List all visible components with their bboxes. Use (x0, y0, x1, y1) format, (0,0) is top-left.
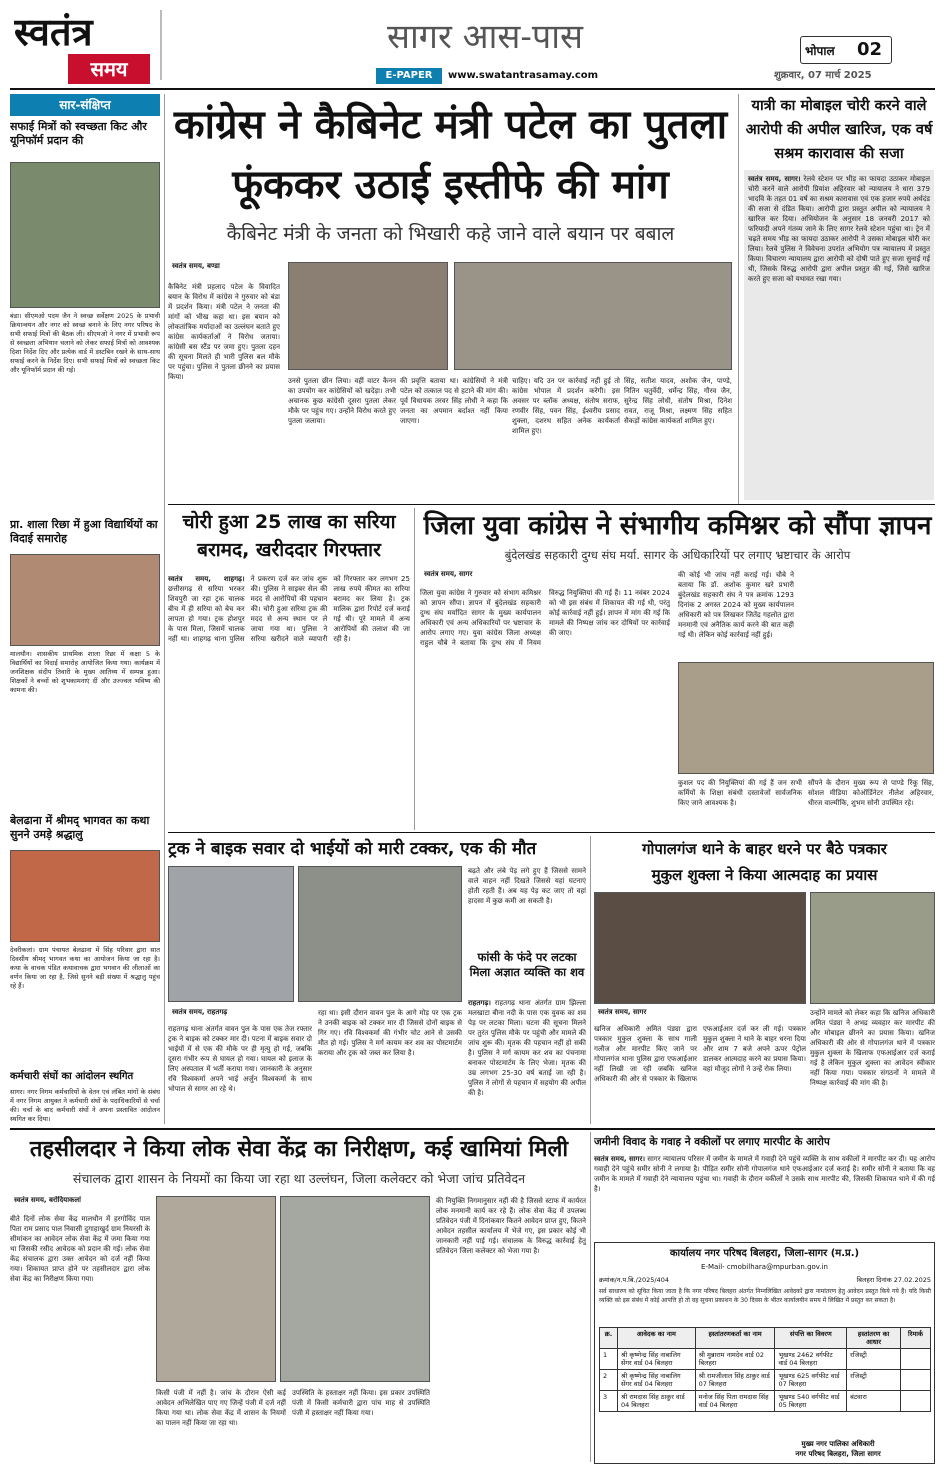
tehsildar-text: किसी पंजी में नहीं है। जांच के दौरान ऐसी कई आवेदन अभिलेखित पाए गए जिन्हें पंजी में दर्ज नहीं किया गया था। लोक सेवा केंद्र में शासन के नियमों का पालन नहीं किया जा रहा था। (156, 1389, 286, 1427)
notice-signature: मुख्य नगर पालिका अधिकारी (801, 1440, 875, 1448)
hanging-text (468, 998, 586, 1124)
sidebar-divider (164, 94, 165, 1124)
right-byline: स्वतंत्र समय, सागर। (748, 175, 801, 183)
table-cell (901, 1391, 931, 1412)
youth-photo (678, 662, 934, 774)
sidebar-item-text: सागर। नगर निगम कर्मचारियों के वेतन एवं लंबित मांगों के संबंध में नगर निगम आयुक्त ने कर्मचारी संघों के पदाधिकारियों से चर्चा की। चर्चा के बाद कर्मचारी संघों ने अपना प्रस्तावित आंदोलन स्थगित कर दिया। (10, 1088, 160, 1123)
notice-intro: सर्व साधारण को सूचित किया जाता है कि नगर परिषद बिलहरा अंतर्गत निम्नलिखित आवेदकों द्वारा नामांतरण हेतु आवेदन प्रस्तुत किये गये हैं। यदि किसी व्यक्ति को इस संबंध में कोई आपत्ति हो तो वह सूचना प्रकाशन के 30 दिवस के भीतर कार्यालयीन समय में लिखित में प्रस्तुत कर सकता है। (599, 1288, 931, 1304)
tehsildar-photo (156, 1196, 276, 1382)
youth-subhead: बुंदेलखंड सहकारी दुग्ध संघ मर्या. सागर के अधिकारियों पर लगाए भ्रष्टाचार के आरोप (504, 548, 851, 562)
youth-byline: स्वतंत्र समय, सागर (424, 570, 473, 578)
lead-photo (288, 262, 448, 370)
land-headline: जमीनी विवाद के गवाह ने वकीलों पर लगाए मारपीट के आरोप (594, 1136, 830, 1148)
sidebar-item-text: बंडा। सीएमओ पदम जैन ने स्वच्छ सर्वेक्षण 2025 के प्रभावी क्रियान्वयन और नगर को स्वच्छ बनाने के लिए नगर परिषद के सभी सफाई मित्रों की बैठक ली। सीएमओ ने नगर में प्रभावी रूप से स्वच्छता अभियान चलाने को लेकर सफाई मित्रों को आवश्यक दिशा निर्देश दिए और प्रत्येक वार्ड में डस्टबिन रखने के साथ-साथ सफाई करने के निर्देश दिए। सभी सफाई मित्रों को स्वच्छता किट और यूनिफॉर्म प्रदान की गई। (10, 312, 160, 374)
tehsildar-text: बीते दिनों लोक सेवा केंद्र मालथौन में हरगोविंद पाल पिता राम प्रसाद पाल निवासी दुगाहाखुर्द ग्राम नियरसी के सीमांकन का आवेदन लोक सेवा केंद्र में जमा किया गया था जिसकी रसीद आवेदक को प्रदान की गई। लोक सेवा केंद्र संचालक द्वारा उक्त आवेदन को दर्ज नहीं किया गया। शिकायत प्राप्त होने पर तहसीलदार द्वारा लोक सेवा केंद्र का निरीक्षण किया गया। (10, 1215, 150, 1283)
theft-byline: स्वतंत्र समय, शाहगढ़। (168, 575, 245, 583)
lead-col: कैबिनेट मंत्री प्रहलाद पटेल के विवादित बयान के विरोध में कांग्रेस ने गुरुवार को बंडा में प्रदर्शन किया। मंत्री पटेल ने जनता की मांगों को भीख कहा था। इस बयान को लोकतांत्रिक मर्यादाओं का उल्लंघन बताते हुए कांग्रेस कार्यकर्ताओं ने विरोध जताया। कांग्रेसी बस स्टैंड पर जमा हुए। पुतला दहन की सूचना मिलते ही भारी पुलिस बल मौके पर पहुंचा। पुलिस ने पुतला छीनने का प्रयास किया। (168, 283, 280, 381)
theft-body: छत्तीसगढ़ से सरिया भरकर शिवपुरी जा रहा ट्रक चालक बीच में ही सरिया को बेच कर लापता हो गया। ट्रक होशपुर के पास मिला, जिसमें चालक नहीं था। शाहगढ़ थाना पुलिस ने प्रकरण दर्ज कर जांच शुरू की। पुलिस ने साइबर सेल की मदद से आरोपियों की पहचान की। चोरी हुआ सरिया ट्रक की मदद से अन्य स्थान पर ले जाया गया था। पुलिस ने सरिया खरीदने वाले व्यापारी को गिरफ्तार कर लगभग 25 लाख रुपये कीमत का सरिया बरामद कर लिया है। ट्रक मालिक द्वारा रिपोर्ट दर्ज कराई गई थी। पूरे मामले में अन्य आरोपियों की तलाश की जा रही है। (168, 575, 410, 643)
logo-bottom: समय (68, 54, 150, 84)
masthead-top-rule (160, 10, 162, 80)
sidebar-item-text: देवरीकलां। ग्राम पंचायत बेलढाना में सिंह परिवार द्वारा सात दिवसीय श्रीमद् भागवत कथा का आयोजन किया जा रहा है। कथा के वाचक पंडित कथावाचक द्वारा भगवान की लीलाओं का वर्णन किया जा रहा है, जिसे सुनने बड़ी संख्या में श्रद्धालु पहुंच रहे हैं। (10, 946, 160, 990)
truck-byline: स्वतंत्र समय, राहतगढ़ (172, 1008, 228, 1016)
table-cell: भूखण्ड 625 वर्गफीट वार्ड 07 बिलहरा (775, 1370, 847, 1391)
issue-date: शुक्रवार, 07 मार्च 2025 (774, 70, 872, 81)
column-divider (414, 508, 415, 830)
right-story-body: रेलवे स्टेशन पर भीड़ का फायदा उठाकर मोबाइल चोरी करने वाले आरोपी प्रियांश अहिरवार को न्यायालय ने धारा 379 भादवि के तहत 01 वर्ष का सश्रम कारावास एवं एक हजार रुपये अर्थदंड की सजा से दंडित किया। आरोपी द्वारा प्रस्तुत अपील को न्यायालय ने खारिज कर दिया। अभियोजन के अनुसार 18 जनवरी 2017 को फरियादी अपने गंतव्य जाने के लिए सागर रेलवे स्टेशन पहुंचा था। ट्रेन में चढ़ते समय भीड़ का फायदा उठाकर आरोपी ने उसका मोबाइल चोरी कर लिया। रेलवे पुलिस ने विवेचना उपरांत अभियोग पत्र न्यायालय में प्रस्तुत किया। विचारण न्यायालय द्वारा आरोपी को दोषी पाते हुए सजा सुनाई गई थी, जिसके विरुद्ध आरोपी द्वारा अपील प्रस्तुत की गई, जिसे खारिज करते हुए सजा को यथावत रखा गया। (748, 175, 930, 283)
theft-text (168, 574, 410, 830)
truck-headline: ट्रक ने बाइक सवार दो भाईयों को मारी टक्कर, एक की मौत (168, 839, 537, 859)
table-cell: 1 (600, 1349, 618, 1370)
notice-signature: नगर परिषद बिलहरा, जिला सागर (795, 1450, 881, 1458)
land-story (594, 1134, 935, 1238)
lead-col: की प्रवृत्ति बताया था। कांग्रेसियों ने मंत्री पटेल को तत्काल पद से हटाने की मांग की। पूर्व विधायक तरवर सिंह लोधी ने कहा कि जनता का अपमान बर्दाश्त नहीं किया जाएगा। (400, 377, 508, 425)
notice-col-header: आवेदक का नाम (617, 1328, 695, 1349)
table-cell: श्री कृष्णेन्द्र सिंह नाबालिग सेंगर वार्ड 04 बिलहरा (617, 1370, 695, 1391)
table-cell: श्री रामजीलाल सिंह ठाकुर वार्ड 07 बिलहरा (695, 1370, 775, 1391)
table-cell (901, 1370, 931, 1391)
hanging-byline: राहतगढ़। (468, 999, 491, 1007)
journalist-headline: गोपालगंज थाने के बाहर धरने पर बैठे पत्रकार (642, 840, 887, 858)
theft-headline: चोरी हुआ 25 लाख का सरिया बरामद, खरीददार गिरफ्तार (182, 511, 396, 561)
lead-col: सिंह, सतीश यादव, अशोक जैन, पाण्डे, नितिन चतुर्वेदी, धर्मेन्द्र सिंह, गौरव जैन, सुरेन्द्र सिंह लोधी, संतोष मिश्रा, दिनेश रावत, राजू मिश्रा, लक्ष्मण सिंह सहित सैकड़ों कांग्रेस कार्यकर्ता शामिल हुए। (624, 377, 732, 425)
notice-ref: क्रमांक/न.प.बि./2025/404 (599, 1276, 669, 1284)
truck-photo (298, 866, 462, 1002)
youth-congress-story (420, 508, 935, 830)
table-cell: भूखण्ड 540 वर्गफीट वार्ड 05 बिलहरा (775, 1391, 847, 1412)
notice-table (599, 1327, 931, 1412)
youth-caption: कुशल पद की नियुक्तियां की गई हैं जन सभी कर्मियों के शिक्षा संबंधी दस्तावेजों सार्वजनिक किए जाने आवश्यक है। (678, 779, 802, 807)
table-cell (901, 1349, 931, 1370)
table-cell: 3 (600, 1391, 618, 1412)
journalist-photo (594, 892, 806, 1004)
table-row (600, 1391, 931, 1412)
page-number: 02 (857, 39, 883, 60)
section-rule (10, 1128, 935, 1130)
column-divider (738, 94, 739, 504)
logo (14, 8, 159, 88)
theft-story (168, 508, 410, 830)
youth-headline: जिला युवा कांग्रेस ने संभागीय कमिश्नर को सौंपा ज्ञापन (423, 511, 932, 541)
lead-col: चाहिए। यदि उन पर कार्रवाई नहीं हुई तो कांग्रेस भोपाल में प्रदर्शन करेगी। इस अवसर पर ब्लॉक अध्यक्ष, संतोष सराफ, रणवीर सिंह, पवन सिंह, ईश्वरीय प्रसाद शुक्ला, दशरथ सहित अनेक कार्यकर्ता शामिल हुए। (512, 377, 620, 435)
journalist-byline: स्वतंत्र समय, सागर (598, 1008, 647, 1016)
tehsildar-text: की नियुक्ति निगमानुसार नहीं की है जिससे स्टाफ में कार्यरत लोक मनमानी कार्य कर रहे हैं। लोक सेवा केंद्र में उपलब्ध प्रतिवेदन पंजी में दिनांकवार कितने आवेदन प्राप्त हुए, कितने आवेदन तहसील कार्यालय में भेजे गए, इस प्रकार कोई भी जानकारी नहीं पाई गई। संचालक के विरुद्ध कार्रवाई हेतु प्रतिवेदन जिला कलेक्टर को भेजा गया है। (436, 1197, 586, 1255)
notice-email: E-Mail- cmobilhara@mpurban.gov.in (701, 1263, 828, 1271)
lead-story (168, 94, 733, 502)
right-story-box (744, 170, 934, 500)
lead-byline: स्वतंत्र समय, बण्डा (172, 262, 220, 270)
lead-subhead: कैबिनेट मंत्री के जनता को भिखारी कहे जाने वाले बयान पर बबाल (226, 223, 675, 245)
sidebar-header: सार-संक्षिप्त (10, 94, 160, 116)
truck-text: राहतगढ़ थाना अंतर्गत वावन पुल के पास एक तेज रफ्तार ट्रक ने बाइक को टक्कर मार दी। पटना में बाइक सवार दो भाईयों में से एक की मौके पर ही मृत्यु हो गई, जबकि दूसरा गंभीर रूप से घायल हो गया। घायल को इलाज के लिए अस्पताल में भर्ती कराया गया। जानकारी के अनुसार रवि विश्वकर्मा अपने भाई अर्जुन विश्वकर्मा के साथ भोपाल से सागर आ रहे थे। (168, 1025, 312, 1093)
column-divider (590, 836, 591, 1124)
right-headline: यात्री का मोबाइल चोरी करने वाले आरोपी की अपील खारिज, एक वर्ष सश्रम कारावास की सजा (745, 98, 933, 162)
sidebar-item-title: प्रा. शाला रिछा में हुआ विद्यार्थियों का विदाई समारोह (10, 518, 158, 545)
land-text (594, 1154, 935, 1238)
sidebar-item-text: मालथौन। शासकीय प्राथमिक शाला रिछा में कक्षा 5 के विद्यार्थियों का विदाई समारोह आयोजित किया गया। कार्यक्रम में जनशिक्षक संदीप तिवारी के मुख्य आतिथ्य में सम्पन्न हुआ। शिक्षकों ने बच्चों को शुभकामनाएं दीं और उज्ज्वल भविष्य की कामना की। (10, 650, 160, 694)
tehsildar-subhead: संचालक द्वारा शासन के नियमों का किया जा रहा था उल्लंघन, जिला कलेक्टर को भेजा जांच प्रतिवेदन (72, 1171, 526, 1186)
truck-text: रहा था। इसी दौरान वावन पुल के आगे मोड़ पर एक ट्रक ने उनकी बाइक को टक्कर मार दी जिससे दोनों बाइक से गिर गए। रवि विश्वकर्मा की गंभीर चोट आने से उसकी मौत हो गई। पुलिस ने मर्ग कायम कर शव का पोस्टमार्टम कराया और ट्रक को जब्त कर लिया है। (318, 1009, 462, 1057)
lead-photo (454, 262, 732, 370)
notice-title: कार्यालय नगर परिषद बिलहरा, जिला-सागर (म.प्र.) (669, 1248, 860, 1259)
sidebar-photo (10, 554, 160, 646)
sidebar (10, 94, 160, 1124)
land-body: सागर न्यायालय परिसर में जमीन के मामले में गवाही देने पहुंचे व्यक्ति के साथ वकीलों ने मारपीट कर दी। यह आरोप गवाही देने पहुंचे समीर सोनी ने लगाया है। पीड़ित समीर सोनी गोपालगंज थाने एफआईआर दर्ज कराई है। समीर सोनी ने बताया कि वह जमीन के मामले में गवाही देने न्यायालय पहुंचा था। गवाही के दौरान वकीलों ने उसके साथ मारपीट की, जिसकी शिकायत थाने में की गई है। (594, 1155, 935, 1193)
tehsildar-byline: स्वतंत्र समय, बरोदियाकलां (14, 1196, 81, 1204)
masthead (0, 0, 945, 92)
sidebar-item-title: कर्मचारी संघों का आंदोलन स्थगित (10, 1071, 134, 1082)
notice-col-header: संपत्ति का विवरण (775, 1328, 847, 1349)
table-cell: बंटवारा (847, 1391, 901, 1412)
land-byline: स्वतंत्र समय, सागर। (594, 1155, 646, 1163)
hanging-body: राहतगढ़ थाना अंतर्गत ग्राम झिल्ला मलखाटा बीना नदी के पास एक युवक का शव पेड़ पर लटका मिला। घटना की सूचना मिलने पर तुरंत पुलिस मौके पर पहुंची और मामले की जांच शुरू की। मृतक की पहचान नहीं हो सकी है। पुलिस ने मर्ग कायम कर शव का पंचनामा बनाकर पोस्टमार्टम के लिए भेजा। मृतक की उम्र लगभग 25-30 वर्ष बताई जा रही है। पुलिस ने लोगों से पहचान में सहयोग की अपील की है। (468, 999, 586, 1097)
city-badge (800, 36, 892, 64)
journalist-headline: मुकुल शुक्ला ने किया आत्मदाह का प्रयास (651, 866, 878, 884)
table-row (600, 1370, 931, 1391)
journalist-photo (810, 892, 935, 1004)
website-link[interactable]: www.swatantrasamay.com (448, 70, 599, 81)
sidebar-item-title: सफाई मित्रों को स्वच्छता किट और यूनिफॉर्म प्रदान की (10, 120, 147, 147)
tehsildar-text: उपस्थिति के हस्ताक्षर नहीं किया। इस प्रकार उपस्थिति पंजी में किसी कर्मचारी द्वारा पांच माह से उपस्थिति पंजी में हस्ताक्षर नहीं किया गया। (292, 1389, 430, 1417)
table-cell: भूखण्ड 2462 वर्गफीट वार्ड 04 बिलहरा (775, 1349, 847, 1370)
table-cell: श्री मुन्नाराम नामदेव वार्ड 02 बिलहरा (695, 1349, 775, 1370)
right-story-text (748, 174, 930, 284)
journalist-text: खनिज अधिकारी अमित पंड्या द्वारा पत्रकार मुकुल शुक्ला के साथ गाली गलौज और मारपीट किए जाने पर गोपालगंज थाना पुलिस द्वारा एफआईआर नहीं लिखी जा रही जबकि खनिज अधिकारी की ओर से पत्रकार के खिलाफ एफआईआर दर्ज कर ली गई। पत्रकार मुकुल शुक्ला ने थाने के बाहर धरना दिया और शाम 7 बजे अपने ऊपर पेट्रोल डालकर आत्मदाह करने का प्रयास किया। वहां मौजूद लोगों ने उन्हें रोक लिया। (594, 1025, 806, 1083)
public-notice (594, 1242, 935, 1464)
youth-text: जिला युवा कांग्रेस ने गुरुवार को संभाग कमिश्नर को ज्ञापन सौंपा। ज्ञापन में बुंदेलखंड सहकारी दुग्ध संघ मर्यादित सागर के मुख्य कार्यपालन अधिकारी एवं अन्य अधिकारियों पर भ्रष्टाचार के आरोप लगाए गए। युवा कांग्रेस जिला अध्यक्ष राहुल चौबे ने बताया कि दुग्ध संघ में नियम विरुद्ध नियुक्तियां की गई हैं। 11 नवंबर 2024 को भी इस संबंध में शिकायत की गई थी, परंतु कोई कार्रवाई नहीं हुई। ज्ञापन में मांग की गई कि मामले की निष्पक्ष जांच कर दोषियों पर कार्रवाई की जाए। (420, 589, 670, 647)
sidebar-photo (10, 162, 160, 308)
city-label: भोपाल (805, 44, 835, 58)
table-cell: मनोज सिंह पिता रामदास सिंह वार्ड 04 बिलहरा (695, 1391, 775, 1412)
lead-headline: फूंककर उठाई इस्तीफे की मांग (232, 161, 669, 208)
journalist-story (594, 836, 935, 1124)
section-rule (168, 504, 935, 505)
section-title: सागर आस-पास (387, 17, 583, 57)
notice-col-header: हस्तांतरण का आधार (847, 1328, 901, 1349)
lead-col: उनसे पुतला छीन लिया। वहीं वाटर कैनन का उपयोग कर कांग्रेसियों को खदेड़ा। तभी अचानक कुछ कांग्रेसी दूसरा पुतला लेकर मौके पर पहुंच गए। उन्होंने विरोध करते हुए पुतला जलाया। (288, 377, 396, 425)
table-cell: रजिस्ट्री (847, 1370, 901, 1391)
table-cell: 2 (600, 1370, 618, 1391)
truck-story (168, 836, 588, 1124)
logo-top: स्वतंत्र (14, 9, 93, 54)
table-cell: रजिस्ट्री (847, 1349, 901, 1370)
table-cell: श्री रामदास सिंह ठाकुर वार्ड 04 बिलहरा (617, 1391, 695, 1412)
journalist-text: उन्होंने मामले को लेकर कहा कि खनिज अधिकारी अमित पंड्या ने अभद्र व्यवहार कर मारपीट की और मोबाइल छीनने का प्रयास किया। खनिज अधिकारी की ओर से गोपालगंज थाने में पत्रकार मुकुल शुक्ला के खिलाफ एफआईआर दर्ज कराई गई है लेकिन मुकुल शुक्ला का आवेदन स्वीकार नहीं किया गया। पत्रकार संगठनों ने मामले में निष्पक्ष कार्रवाई की मांग की है। (810, 1009, 935, 1087)
truck-photo (168, 866, 294, 1002)
lead-headline: कांग्रेस ने कैबिनेट मंत्री पटेल का पुतला (173, 101, 728, 148)
table-row (600, 1349, 931, 1370)
notice-table-header (600, 1328, 931, 1349)
epaper-label: E-PAPER (376, 68, 442, 84)
notice-col-header: हस्तांतरणकर्ता का नाम (695, 1328, 775, 1349)
truck-text: बढ़ते और लंबे पेड़ लगे हुए हैं जिससे सामने वाले वाहन नहीं दिखते जिससे यहां घटनाएं होती रहती हैं। अब यह पेड़ कट जाए तो वहां हादसा में कुछ कमी आ सकती है। (468, 867, 586, 905)
hanging-headline: फांसी के फंदे पर लटका मिला अज्ञात व्यक्ति का शव (469, 950, 585, 979)
column-divider (590, 1132, 591, 1462)
youth-text: की कोई भी जांच नहीं कराई गई। चौबे ने बताया कि डॉ. अशोक कुमार खरे प्रभारी बुंदेलखंड सहकारी संघ ने पत्र क्रमांक 1293 दिनांक 2 अगस्त 2024 को मुख्य कार्यपालन अधिकारी को पत्र लिखकर जितेंद्र गहलोत द्वारा मनमानी एवं अनैतिक कार्य करने की बात कही गई थी। लेकिन कोई कार्रवाई नहीं हुई। (678, 571, 794, 639)
notice-col-header: क्र. (600, 1328, 618, 1349)
sidebar-photo (10, 850, 160, 942)
notice-col-header: रिमार्क (901, 1328, 931, 1349)
tehsildar-headline: तहसीलदार ने किया लोक सेवा केंद्र का निरीक्षण, कई खामियां मिली (29, 1137, 569, 1162)
youth-caption: सौंपने के दौरान मुख्य रूप से पाण्डे रिंकू सिंह, सोशल मीडिया कोऑर्डिनेटर नीलेश अहिरवार, धीरज वाल्मीकि, शुभम सोनी उपस्थित रहे। (808, 779, 934, 807)
sidebar-item-title: बेलढाना में श्रीमद् भागवत का कथा सुनने उमड़े श्रद्धालु (10, 814, 150, 841)
notice-date: बिलहरा दिनांक 27.02.2025 (856, 1276, 931, 1284)
section-rule (168, 832, 935, 833)
tehsildar-photo (280, 1196, 430, 1382)
right-story (744, 94, 934, 502)
tehsildar-story (10, 1132, 588, 1464)
table-cell: श्री कृष्णेन्द्र सिंह नाबालिग सेंगर वार्ड 04 बिलहरा (617, 1349, 695, 1370)
masthead-bottom-rule (10, 88, 935, 90)
